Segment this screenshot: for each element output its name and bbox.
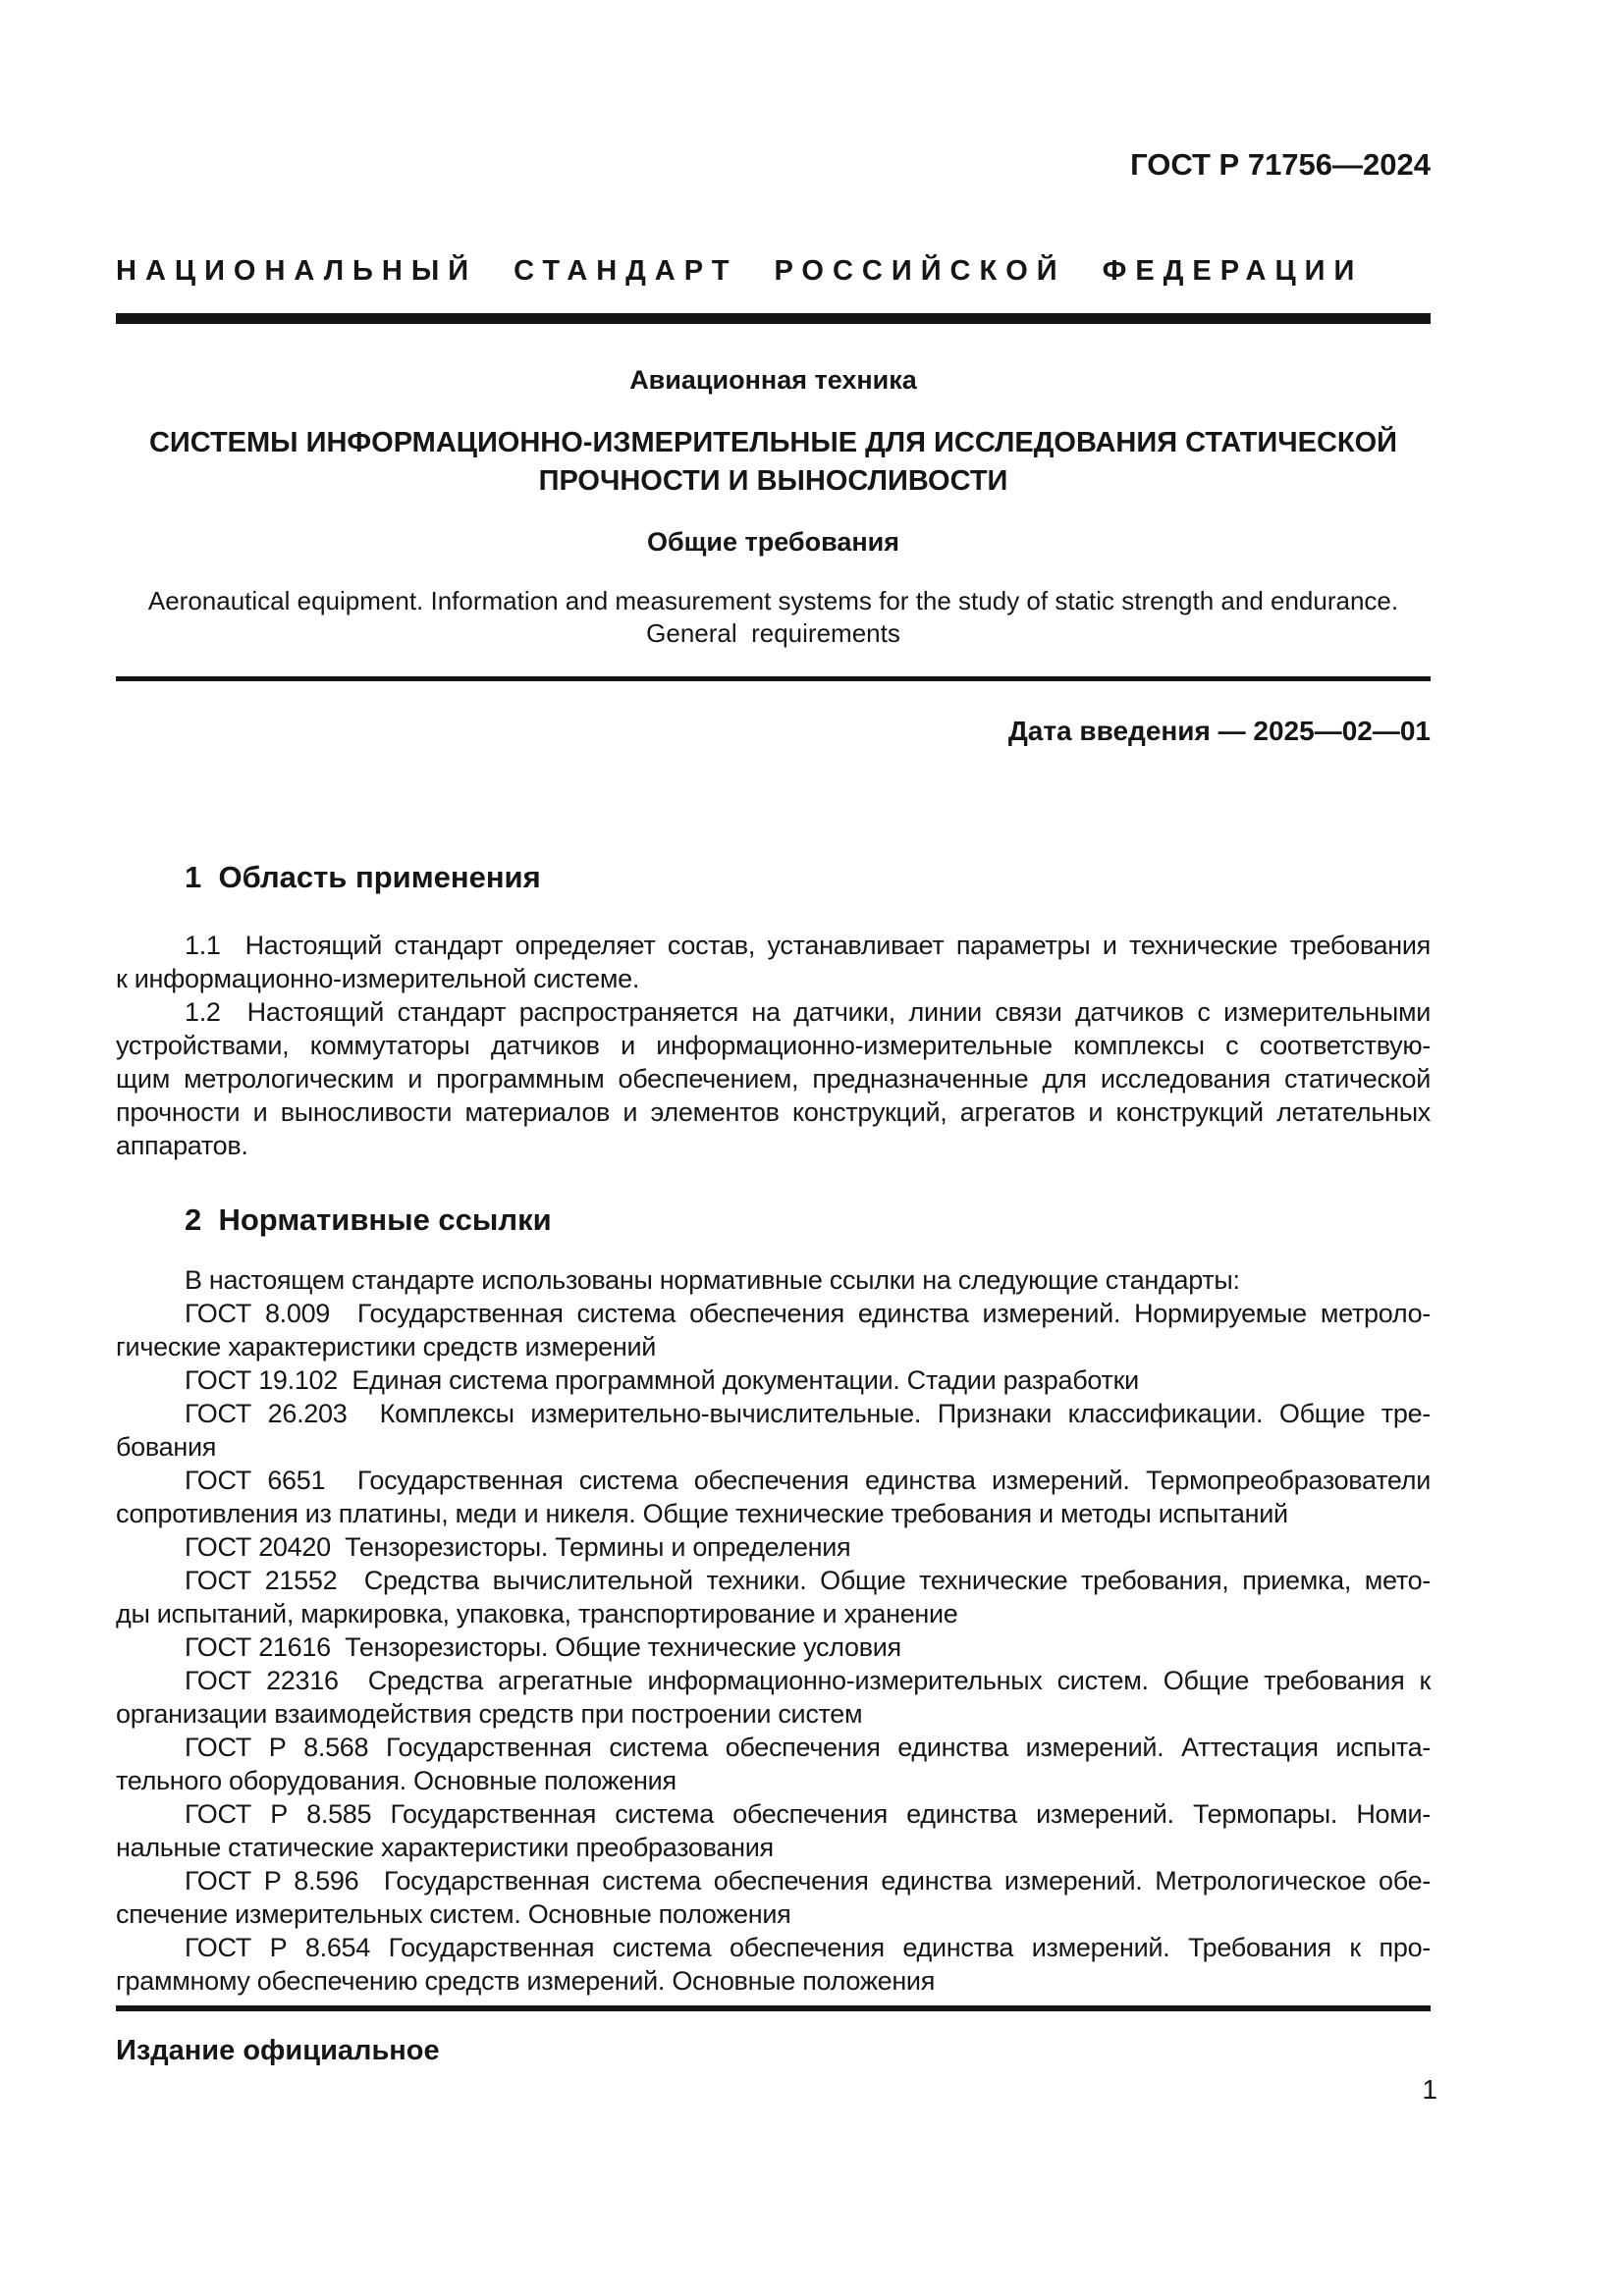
subject-title: Авиационная техника (629, 365, 917, 395)
text-line: 1.2 Настоящий стандарт распространяется на датчики, линии связи датчиков с измерительными (185, 997, 1431, 1027)
text-line: организации взаимодействия средств при построении систем (116, 1699, 863, 1729)
text-line: ГОСТ 19.102 Единая система программной документации. Стадии разработки (185, 1365, 1139, 1395)
subtitle: Общие требования (646, 527, 900, 557)
text-line: прочности и выносливости материалов и элементов конструкций, агрегатов и конструкций летательных (116, 1097, 1431, 1127)
text-line: спечение измерительных систем. Основные положения (116, 1899, 791, 1929)
text-line: устройствами, коммутаторы датчиков и информационно-измерительные комплексы с соответствую- (116, 1031, 1431, 1060)
text-line: В настоящем стандарте использованы нормативные ссылки на следующие стандарты: (185, 1265, 1240, 1295)
standard-banner: НАЦИОНАЛЬНЫЙ СТАНДАРТ РОССИЙСКОЙ ФЕДЕРАЦИИ (116, 255, 1364, 287)
text-line: ГОСТ 20420 Тензорезисторы. Термины и определения (185, 1532, 851, 1562)
title-english (116, 585, 1431, 650)
text-line: гические характеристики средств измерений (116, 1332, 657, 1362)
text-line: щим метрологическим и программным обеспечением, предназначенные для исследования статической (116, 1064, 1431, 1094)
text-line: сопротивления из платины, меди и никеля. Общие технические требования и методы испытаний (116, 1499, 1288, 1528)
divider-footer (116, 2005, 1431, 2011)
doc-number: ГОСТ Р 71756—2024 (1130, 147, 1431, 182)
section-2-heading: 2 Нормативные ссылки (185, 1202, 552, 1237)
text-line: ды испытаний, маркировка, упаковка, транспортирование и хранение (116, 1599, 958, 1629)
text-line: нальные статические характеристики преобразования (116, 1833, 774, 1862)
text-line: бования (116, 1432, 217, 1462)
main-title (116, 424, 1431, 501)
title-english-line2: General requirements (646, 618, 900, 648)
text-line: ГОСТ 6651 Государственная система обеспечения единства измерений. Термопреобразователи (185, 1466, 1431, 1495)
text-line: ГОСТ 8.009 Государственная система обеспечения единства измерений. Нормируемые метроло- (185, 1299, 1431, 1328)
official-edition-note: Издание официальное (116, 2035, 440, 2066)
text-line: к информационно-измерительной системе. (116, 964, 640, 993)
text-line: ГОСТ 22316 Средства агрегатные информационно-измерительных систем. Общие требования к (185, 1666, 1431, 1695)
text-line: тельного оборудования. Основные положения (116, 1766, 677, 1795)
section-2-body (116, 1263, 1431, 1998)
text-line: ГОСТ Р 8.568 Государственная система обеспечения единства измерений. Аттестация испыта- (185, 1733, 1431, 1762)
divider-thick (116, 313, 1431, 324)
section-1-body (116, 929, 1431, 1162)
page-number: 1 (1422, 2074, 1437, 2105)
text-line: ГОСТ Р 8.596 Государственная система обеспечения единства измерений. Метрологическое обе- (185, 1866, 1431, 1896)
text-line: ГОСТ Р 8.654 Государственная система обеспечения единства измерений. Требования к про- (185, 1933, 1431, 1962)
text-line: ГОСТ Р 8.585 Государственная система обеспечения единства измерений. Термопары. Номи- (185, 1799, 1431, 1829)
text-line: граммному обеспечению средств измерений. Основные положения (116, 1966, 936, 1996)
text-line: ГОСТ 21616 Тензорезисторы. Общие технические условия (185, 1632, 901, 1662)
title-english-line1: Aeronautical equipment. Information and measurement systems for the study of static strength and endurance. (147, 586, 1399, 615)
divider-mid (116, 676, 1431, 681)
main-title-line2: ПРОЧНОСТИ И ВЫНОСЛИВОСТИ (538, 465, 1008, 497)
text-line: ГОСТ 21552 Средства вычислительной техники. Общие технические требования, приемка, мето- (185, 1566, 1431, 1595)
text-line: аппаратов. (116, 1131, 248, 1160)
text-line: 1.1 Настоящий стандарт определяет состав, устанавливает параметры и технические требования (185, 931, 1431, 960)
main-title-line1: СИСТЕМЫ ИНФОРМАЦИОННО-ИЗМЕРИТЕЛЬНЫЕ ДЛЯ ИССЛЕДОВАНИЯ СТАТИЧЕСКОЙ (148, 427, 1398, 458)
text-line: ГОСТ 26.203 Комплексы измерительно-вычислительные. Признаки классификации. Общие тре- (185, 1399, 1431, 1428)
section-1-heading: 1 Область применения (185, 860, 541, 894)
effective-date: Дата введения — 2025—02—01 (1007, 716, 1431, 746)
